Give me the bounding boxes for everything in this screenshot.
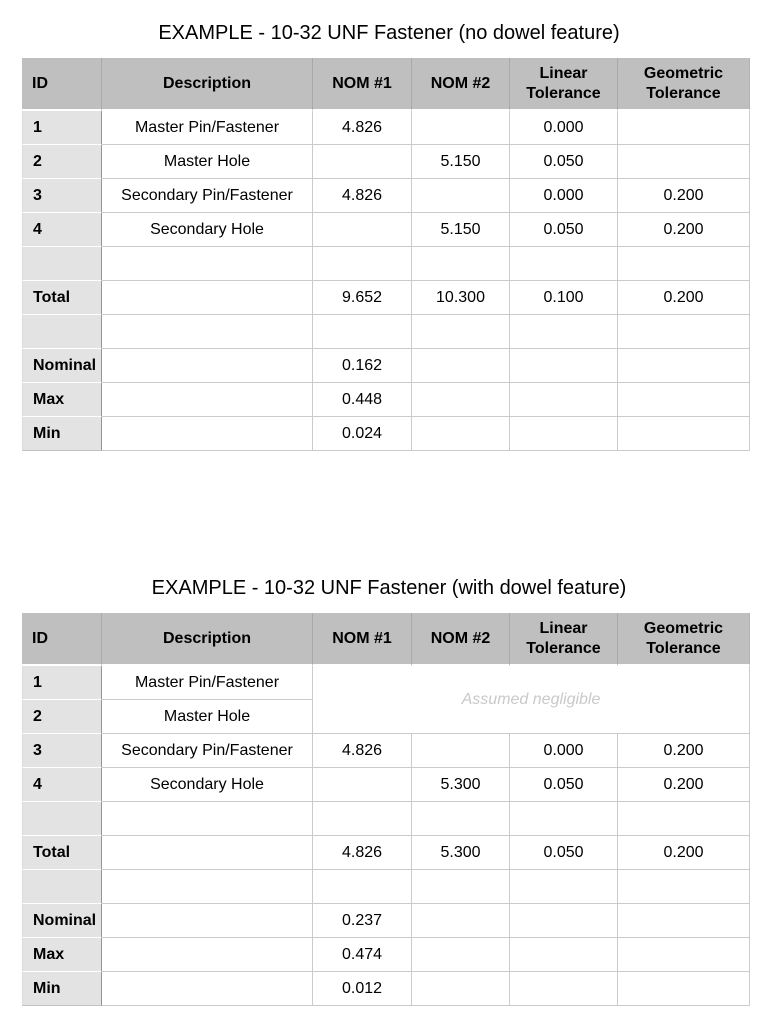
nom2-cell: 5.150 [412, 145, 510, 179]
linear-tolerance-cell [510, 938, 618, 972]
geometric-tolerance-cell: 0.200 [618, 768, 750, 802]
column-header-geometric-tolerance: Geometric Tolerance [618, 613, 750, 666]
geometric-tolerance-cell [618, 904, 750, 938]
id-cell [22, 870, 102, 904]
nom2-cell [412, 904, 510, 938]
nom2-cell [412, 972, 510, 1006]
description-cell [102, 802, 313, 836]
column-header-nom1: NOM #1 [313, 58, 412, 111]
geometric-tolerance-cell [618, 349, 750, 383]
nom2-cell [412, 734, 510, 768]
column-header-id: ID [22, 613, 102, 666]
description-cell [102, 836, 313, 870]
table-row [22, 768, 750, 802]
nom1-cell: 0.012 [313, 972, 412, 1006]
nom1-cell [313, 247, 412, 281]
row-label-nominal: Nominal [22, 904, 102, 938]
nom1-cell: 4.826 [313, 836, 412, 870]
table-row-min [22, 417, 750, 451]
table-row [22, 734, 750, 768]
geometric-tolerance-cell [618, 870, 750, 904]
geometric-tolerance-cell: 0.200 [618, 213, 750, 247]
description-cell: Master Hole [102, 700, 313, 734]
id-cell: 4 [22, 213, 102, 247]
table-row-min [22, 972, 750, 1006]
nom1-cell: 9.652 [313, 281, 412, 315]
column-header-description: Description [102, 58, 313, 111]
nom1-cell: 0.162 [313, 349, 412, 383]
table-row [22, 179, 750, 213]
table-row-nominal [22, 349, 750, 383]
id-cell [22, 247, 102, 281]
id-cell: 1 [22, 111, 102, 145]
linear-tolerance-cell [510, 972, 618, 1006]
nom1-cell [313, 870, 412, 904]
column-header-linear-tolerance: Linear Tolerance [510, 613, 618, 666]
nom2-cell: 5.150 [412, 213, 510, 247]
description-cell [102, 349, 313, 383]
description-cell [102, 281, 313, 315]
table-row-empty [22, 247, 750, 281]
table-row-total [22, 836, 750, 870]
nom1-cell: 0.474 [313, 938, 412, 972]
table-title-with-dowel: EXAMPLE - 10-32 UNF Fastener (with dowel feature) [151, 577, 627, 599]
linear-tolerance-cell [510, 904, 618, 938]
description-cell: Master Hole [102, 145, 313, 179]
row-label-total: Total [22, 281, 102, 315]
geometric-tolerance-cell [618, 938, 750, 972]
table-row [22, 111, 750, 145]
description-cell [102, 904, 313, 938]
linear-tolerance-cell [510, 247, 618, 281]
nom1-cell [313, 213, 412, 247]
geometric-tolerance-cell: 0.200 [618, 281, 750, 315]
linear-tolerance-cell [510, 870, 618, 904]
nom2-cell [412, 247, 510, 281]
nom2-cell: 10.300 [412, 281, 510, 315]
id-cell: 2 [22, 700, 102, 734]
table-row-total [22, 281, 750, 315]
description-cell [102, 417, 313, 451]
nom2-cell [412, 802, 510, 836]
table-row-nominal [22, 904, 750, 938]
table-row [22, 213, 750, 247]
description-cell: Secondary Pin/Fastener [102, 734, 313, 768]
nom1-cell [313, 145, 412, 179]
geometric-tolerance-cell [618, 802, 750, 836]
geometric-tolerance-cell [618, 417, 750, 451]
linear-tolerance-cell: 0.100 [510, 281, 618, 315]
row-label-max: Max [22, 383, 102, 417]
tolerance-table-with-dowel [22, 613, 750, 1006]
geometric-tolerance-cell [618, 315, 750, 349]
linear-tolerance-cell [510, 417, 618, 451]
linear-tolerance-cell: 0.000 [510, 734, 618, 768]
description-cell: Secondary Hole [102, 768, 313, 802]
nom1-cell: 4.826 [313, 111, 412, 145]
nom1-cell: 0.024 [313, 417, 412, 451]
table-row-empty [22, 315, 750, 349]
nom2-cell [412, 111, 510, 145]
row-label-min: Min [22, 972, 102, 1006]
table-row [22, 666, 750, 700]
linear-tolerance-cell: 0.000 [510, 179, 618, 213]
id-cell: 1 [22, 666, 102, 700]
geometric-tolerance-cell: 0.200 [618, 734, 750, 768]
nom2-cell [412, 417, 510, 451]
description-cell [102, 315, 313, 349]
description-cell [102, 383, 313, 417]
nom2-cell [412, 315, 510, 349]
table-title-no-dowel: EXAMPLE - 10-32 UNF Fastener (no dowel feature) [158, 22, 620, 44]
table-row-max [22, 383, 750, 417]
assumed-negligible-note: Assumed negligible [313, 666, 750, 734]
id-cell [22, 315, 102, 349]
nom1-cell: 0.237 [313, 904, 412, 938]
header-row [22, 613, 750, 666]
description-cell: Master Pin/Fastener [102, 111, 313, 145]
tolerance-table-no-dowel [22, 58, 750, 451]
nom1-cell: 4.826 [313, 734, 412, 768]
linear-tolerance-cell [510, 349, 618, 383]
description-cell [102, 247, 313, 281]
id-cell: 4 [22, 768, 102, 802]
linear-tolerance-cell: 0.000 [510, 111, 618, 145]
id-cell [22, 802, 102, 836]
table-row-max [22, 938, 750, 972]
linear-tolerance-cell [510, 802, 618, 836]
geometric-tolerance-cell [618, 383, 750, 417]
column-header-description: Description [102, 613, 313, 666]
nom2-cell: 5.300 [412, 768, 510, 802]
row-label-max: Max [22, 938, 102, 972]
column-header-linear-tolerance: Linear Tolerance [510, 58, 618, 111]
nom1-cell [313, 802, 412, 836]
description-cell: Secondary Hole [102, 213, 313, 247]
description-cell [102, 938, 313, 972]
id-cell: 3 [22, 179, 102, 213]
id-cell: 3 [22, 734, 102, 768]
table-row-empty [22, 870, 750, 904]
nom2-cell [412, 938, 510, 972]
geometric-tolerance-cell [618, 972, 750, 1006]
description-cell [102, 870, 313, 904]
geometric-tolerance-cell [618, 111, 750, 145]
description-cell: Secondary Pin/Fastener [102, 179, 313, 213]
table-row-empty [22, 802, 750, 836]
row-label-min: Min [22, 417, 102, 451]
column-header-nom2: NOM #2 [412, 613, 510, 666]
nom2-cell [412, 383, 510, 417]
description-cell: Master Pin/Fastener [102, 666, 313, 700]
linear-tolerance-cell [510, 315, 618, 349]
nom2-cell [412, 349, 510, 383]
nom1-cell: 4.826 [313, 179, 412, 213]
geometric-tolerance-cell [618, 247, 750, 281]
linear-tolerance-cell: 0.050 [510, 213, 618, 247]
nom1-cell [313, 315, 412, 349]
column-header-geometric-tolerance: Geometric Tolerance [618, 58, 750, 111]
nom1-cell [313, 768, 412, 802]
linear-tolerance-cell: 0.050 [510, 836, 618, 870]
geometric-tolerance-cell: 0.200 [618, 836, 750, 870]
nom2-cell: 5.300 [412, 836, 510, 870]
column-header-nom2: NOM #2 [412, 58, 510, 111]
description-cell [102, 972, 313, 1006]
column-header-id: ID [22, 58, 102, 111]
linear-tolerance-cell: 0.050 [510, 145, 618, 179]
table-row [22, 145, 750, 179]
geometric-tolerance-cell [618, 145, 750, 179]
column-header-nom1: NOM #1 [313, 613, 412, 666]
nom2-cell [412, 870, 510, 904]
row-label-nominal: Nominal [22, 349, 102, 383]
nom1-cell: 0.448 [313, 383, 412, 417]
row-label-total: Total [22, 836, 102, 870]
header-row [22, 58, 750, 111]
linear-tolerance-cell [510, 383, 618, 417]
linear-tolerance-cell: 0.050 [510, 768, 618, 802]
nom2-cell [412, 179, 510, 213]
id-cell: 2 [22, 145, 102, 179]
geometric-tolerance-cell: 0.200 [618, 179, 750, 213]
